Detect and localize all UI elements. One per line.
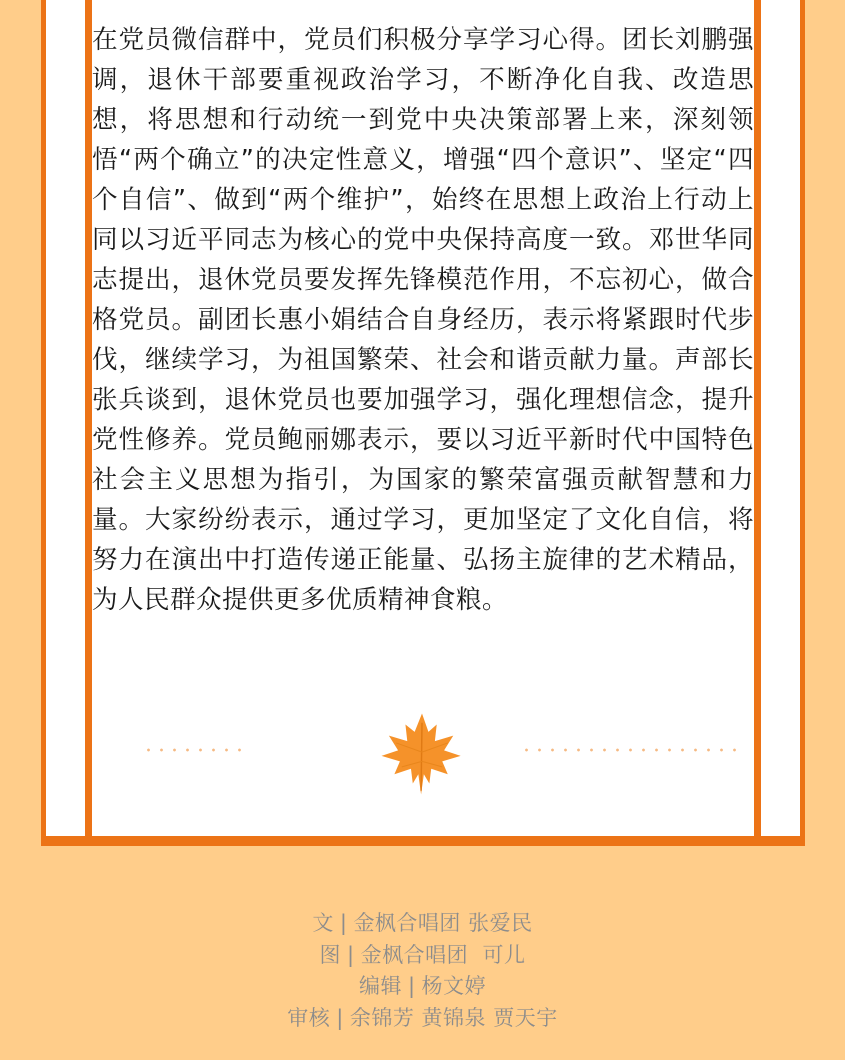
credit-line-text — [0, 908, 845, 940]
credits-block — [0, 908, 845, 1034]
credit-separator: | — [407, 974, 416, 998]
credit-value: 金枫合唱团 可儿 — [360, 942, 526, 967]
credit-line-editor — [0, 971, 845, 1003]
divider-dots-left — [142, 746, 242, 754]
credit-value: 余锦芳 黄锦泉 贾天宇 — [349, 1005, 558, 1030]
credit-label: 图 — [319, 942, 342, 967]
credit-separator: | — [336, 1005, 344, 1030]
credit-value: 金枫合唱团 张爱民 — [353, 911, 533, 935]
credit-value: 杨文婷 — [421, 974, 487, 998]
credit-label: 审核 — [287, 1005, 331, 1030]
credit-line-image — [0, 940, 845, 972]
right-border-stripe — [754, 0, 761, 836]
divider-dots-right — [520, 746, 740, 754]
credit-label: 文 — [312, 911, 334, 935]
maple-leaf-icon — [376, 708, 468, 800]
credit-separator: | — [347, 942, 355, 967]
credit-separator: | — [339, 911, 348, 935]
left-border-stripe — [85, 0, 92, 836]
credit-label: 编辑 — [358, 974, 402, 998]
credit-line-review — [0, 1003, 845, 1035]
article-body: 在党员微信群中，党员们积极分享学习心得。团长刘鹏强调，退休干部要重视政治学习，不断净化自我、改造思想，将思想和行动统一到党中央决策部署上来，深刻领悟“两个确立”的决定性意义，增强“四个意识”、坚定“四个自信”、做到“两个维护”，始终在思想上政治上行动上同以习近平同志为核心的党中央保持高度一致。邓世华同志提出，退休党员要发挥先锋模范作用，不忘初心，做合格党员。副团长惠小娟结合自身经历，表示将紧跟时代步伐，继续学习，为祖国繁荣、社会和谐贡献力量。声部长张兵谈到，退休党员也要加强学习，强化理想信念，提升党性修养。党员鲍丽娜表示，要以习近平新时代中国特色社会主义思想为指引，为国家的繁荣富强贡献智慧和力量。大家纷纷表示，通过学习，更加坚定了文化自信，将努力在演出中打造传递正能量、弘扬主旋律的艺术精品，为人民群众提供更多优质精神食粮。 — [92, 25, 754, 615]
